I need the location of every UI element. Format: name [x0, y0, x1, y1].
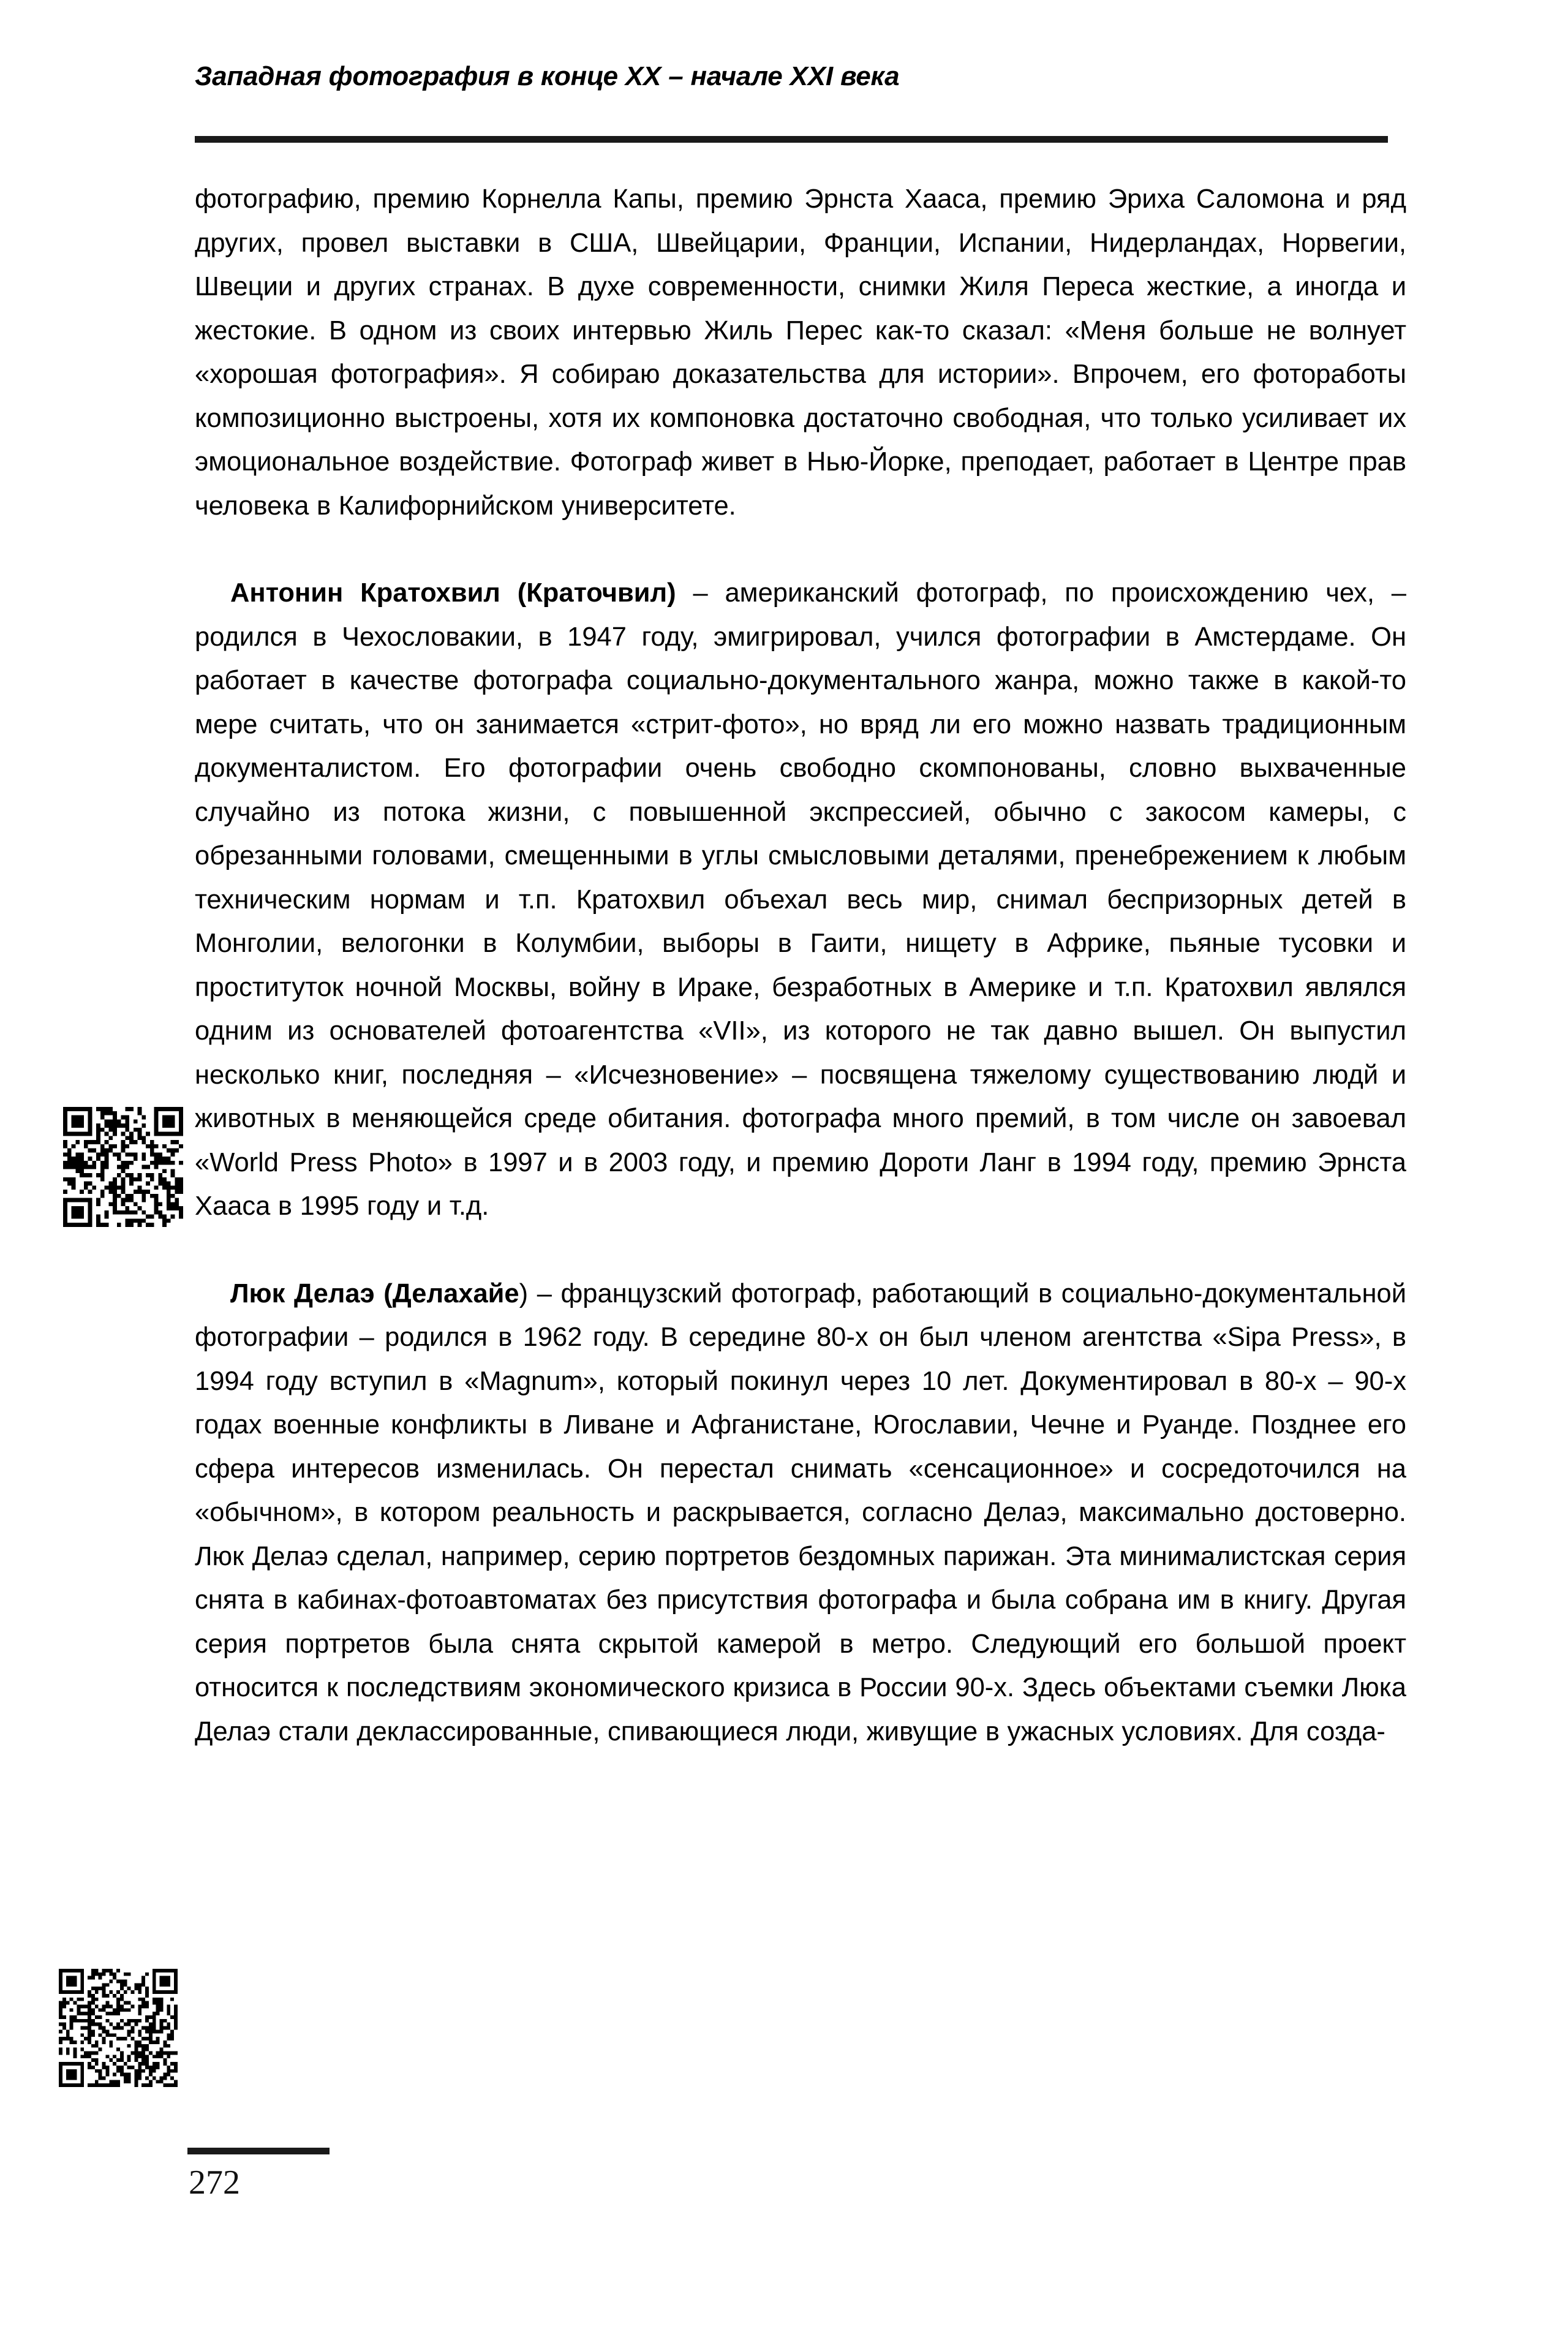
- paragraph-lead-in: Люк Делаэ (Делахайе: [230, 1278, 519, 1308]
- header-rule: [195, 136, 1388, 143]
- page-number: 272: [189, 2164, 240, 2202]
- running-head: Западная фотография в конце XX – начале XXI века: [195, 61, 900, 91]
- paragraph-lead-in: Антонин Кратохвил (Краточвил): [230, 578, 676, 608]
- paragraph-delahaye: [195, 1272, 1406, 1754]
- body-text-column: [195, 178, 1406, 1754]
- footer-rule: [187, 2148, 330, 2154]
- paragraph-body: ) – французский фотограф, работающий в социально-документальной фотографии – родился в 1962 году. В середине 80-х он был членом агентства «Sipa Press», в 1994 году вступил в «Magnum», который покинул через 10 лет. Документировал в 80-х – 90-х годах военные конфликты в Ливане и Афганистане, Югославии, Чечне и Руанде. Позднее его сфера интересов изменилась. Он перестал снимать «сенсационное» и сосредоточился на «обычном», в котором реальность и раскрывается, согласно Делаэ, максимально достоверно. Люк Делаэ сделал, например, серию портретов бездомных парижан. Эта минималистская серия снята в кабинах-фотоавтоматах без присутствия фотографа и была собрана им в книгу. Другая серия портретов была снята скрытой камерой в метро. Следующий его большой проект относится к последствиям экономического кризиса в России 90-х. Здесь объектами съемки Люка Делаэ стали деклассированные, спивающиеся люди, живущие в ужасных условиях. Для созда-: [195, 1278, 1406, 1746]
- paragraph-body: фотографию, премию Корнелла Капы, премию Эрнста Хааса, премию Эриха Саломона и ряд других, провел выставки в США, Швейцарии, Франции, Испании, Нидерландах, Норвегии, Швеции и других странах. В духе современности, снимки Жиля Переса жесткие, а иногда и жестокие. В одном из своих интервью Жиль Перес как-то сказал: «Меня больше не волнует «хорошая фотография». Я собираю доказательства для истории». Впрочем, его фотоработы композиционно выстроены, хотя их компоновка достаточно свободная, что только усиливает их эмоциональное воздействие. Фотограф живет в Нью-Йорке, преподает, работает в Центре прав человека в Калифорнийском университете.: [195, 184, 1406, 521]
- paragraph-gilles-peress: [195, 178, 1406, 528]
- paragraph-body: – американский фотограф, по происхождению чех, – родился в Чехословакии, в 1947 году, эмигрировал, учился фотографии в Амстердаме. Он работает в качестве фотографа социально-документального жанра, можно также в какой-то мере считать, что он занимается «стрит-фото», но вряд ли его можно назвать традиционным документалистом. Его фотографии очень свободно скомпонованы, словно выхваченные случайно из потока жизни, с повышенной экспрессией, обычно с закосом камеры, с обрезанными головами, смещенными в углы смысловыми деталями, пренебрежением к любым техническим нормам и т.п. Кратохвил объехал весь мир, снимал беспризорных детей в Монголии, велогонки в Колумбии, выборы в Гаити, нищету в Африке, пьяные тусовки и проституток ночной Москвы, войну в Ираке, безработных в Америке и т.п. Кратохвил являлся одним из основателей фотоагентства «VII», из которого не так давно вышел. Он выпустил несколько книг, последняя – «Исчезновение» – посвящена тяжелому существованию людй и животных в меняющейся среде обитания. фотографа много премий, в том числе он завоевал «World Press Photo» в 1997 и в 2003 году, и премию Дороти Ланг в 1994 году, премию Эрнста Хааса в 1995 году и т.д.: [195, 578, 1406, 1221]
- qr-code-icon: [59, 1969, 178, 2087]
- paragraph-kratochvil: [195, 572, 1406, 1229]
- qr-code-icon: [63, 1107, 183, 1227]
